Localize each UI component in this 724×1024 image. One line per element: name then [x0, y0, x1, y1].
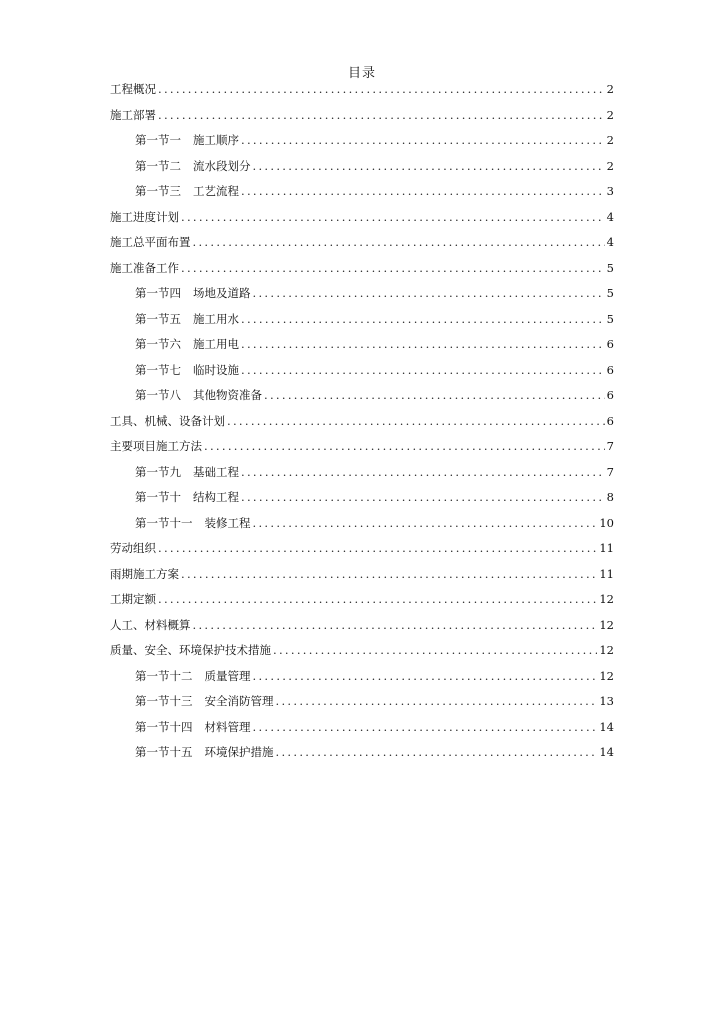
- toc-entry-title: 工程概况: [110, 82, 156, 96]
- toc-chapter-entry[interactable]: [110, 208, 614, 234]
- toc-entry-title: 工艺流程: [193, 184, 239, 198]
- toc-entry-leader-dots: [264, 386, 605, 404]
- toc-entry-title: 施工准备工作: [110, 260, 179, 275]
- toc-entry-leader-dots: [181, 208, 605, 226]
- toc-entry-page-number: 2: [606, 82, 614, 96]
- toc-entry-section-number: 第一节十五: [135, 745, 193, 759]
- toc-section-entry[interactable]: [110, 284, 614, 310]
- toc-chapter-entry[interactable]: [110, 641, 614, 667]
- toc-entry-section-number: 第一节十四: [135, 719, 193, 734]
- toc-entry-section-number: 第一节七: [135, 362, 181, 377]
- toc-entry-leader-dots: [193, 616, 598, 634]
- toc-entry-section-number: 第一节一: [135, 133, 181, 147]
- toc-entry-page-number: 12: [599, 643, 614, 657]
- toc-entry-page-number: 6: [606, 337, 614, 351]
- toc-chapter-entry[interactable]: [110, 80, 614, 106]
- toc-entry-leader-dots: [241, 335, 605, 353]
- toc-entry-page-number: 11: [599, 541, 614, 555]
- toc-entry-page-number: 12: [599, 617, 614, 632]
- toc-section-entry[interactable]: [110, 335, 614, 361]
- toc-entry-leader-dots: [241, 131, 605, 149]
- toc-entry-section-number: 第一节八: [135, 388, 181, 402]
- toc-section-entry[interactable]: [110, 514, 614, 540]
- toc-entry-leader-dots: [241, 310, 605, 328]
- toc-entry-page-number: 4: [606, 235, 614, 249]
- toc-section-entry[interactable]: [110, 463, 614, 489]
- toc-entry-leader-dots: [253, 667, 598, 685]
- toc-chapter-entry[interactable]: [110, 539, 614, 565]
- toc-chapter-entry[interactable]: [110, 590, 614, 616]
- toc-entry-page-number: 13: [599, 694, 614, 708]
- toc-entry-leader-dots: [276, 692, 598, 710]
- toc-list: [110, 80, 614, 769]
- toc-entry-title: 劳动组织: [110, 541, 156, 555]
- toc-entry-page-number: 12: [599, 592, 614, 606]
- toc-entry-section-number: 第一节二: [135, 158, 181, 173]
- toc-entry-leader-dots: [181, 565, 597, 583]
- toc-section-entry[interactable]: [110, 157, 614, 183]
- toc-entry-section-number: 第一节六: [135, 337, 181, 351]
- toc-entry-title: 装修工程: [204, 515, 251, 530]
- toc-entry-title: 临时设施: [193, 362, 239, 377]
- toc-entry-section-number: 第一节三: [135, 184, 181, 198]
- toc-entry-leader-dots: [253, 718, 598, 736]
- toc-entry-page-number: 6: [606, 362, 614, 377]
- toc-entry-title: 施工顺序: [193, 133, 239, 147]
- toc-entry-leader-dots: [158, 539, 597, 557]
- toc-entry-leader-dots: [181, 259, 605, 277]
- toc-entry-page-number: 6: [606, 413, 614, 428]
- toc-section-entry[interactable]: [110, 131, 614, 157]
- toc-entry-title: 施工总平面布置: [110, 235, 191, 249]
- toc-section-entry[interactable]: [110, 743, 614, 769]
- toc-section-entry[interactable]: [110, 386, 614, 412]
- toc-entry-page-number: 2: [606, 133, 614, 147]
- toc-entry-leader-dots: [273, 641, 597, 659]
- toc-entry-section-number: 第一节十: [135, 490, 181, 504]
- toc-entry-page-number: 10: [599, 515, 614, 530]
- toc-entry-page-number: 12: [599, 668, 614, 683]
- toc-entry-leader-dots: [241, 488, 605, 506]
- toc-entry-title: 施工用水: [193, 311, 239, 326]
- toc-entry-page-number: 8: [606, 490, 614, 504]
- toc-entry-section-number: 第一节十一: [135, 515, 193, 530]
- toc-entry-page-number: 14: [599, 719, 614, 734]
- toc-chapter-entry[interactable]: [110, 565, 614, 591]
- toc-entry-page-number: 11: [599, 566, 614, 581]
- toc-entry-leader-dots: [276, 743, 598, 761]
- toc-section-entry[interactable]: [110, 667, 614, 693]
- toc-entry-section-number: 第一节五: [135, 311, 181, 326]
- toc-section-entry[interactable]: [110, 718, 614, 744]
- toc-entry-section-number: 第一节四: [135, 286, 181, 300]
- toc-entry-title: 雨期施工方案: [110, 566, 179, 581]
- toc-section-entry[interactable]: [110, 488, 614, 514]
- toc-entry-title: 材料管理: [204, 719, 251, 734]
- toc-entry-leader-dots: [158, 590, 597, 608]
- toc-entry-page-number: 5: [606, 311, 614, 326]
- toc-entry-leader-dots: [241, 361, 605, 379]
- toc-chapter-entry[interactable]: [110, 616, 614, 642]
- toc-entry-title: 环境保护措施: [204, 745, 274, 759]
- toc-chapter-entry[interactable]: [110, 106, 614, 132]
- toc-entry-title: 质量、安全、环境保护技术措施: [110, 643, 271, 657]
- toc-entry-page-number: 5: [606, 260, 614, 275]
- toc-entry-title: 人工、材料概算: [110, 617, 191, 632]
- toc-entry-title: 场地及道路: [193, 286, 251, 300]
- toc-entry-section-number: 第一节九: [135, 464, 181, 479]
- toc-chapter-entry[interactable]: [110, 259, 614, 285]
- toc-section-entry[interactable]: [110, 361, 614, 387]
- toc-entry-title: 施工部署: [110, 107, 156, 122]
- toc-entry-page-number: 5: [606, 286, 614, 300]
- toc-section-entry[interactable]: [110, 182, 614, 208]
- toc-entry-leader-dots: [158, 106, 605, 124]
- toc-entry-title: 主要项目施工方法: [110, 439, 202, 453]
- toc-chapter-entry[interactable]: [110, 437, 614, 463]
- toc-entry-page-number: 4: [606, 209, 614, 224]
- toc-entry-title: 流水段划分: [193, 158, 251, 173]
- toc-entry-page-number: 7: [606, 439, 614, 453]
- toc-entry-title: 工具、机械、设备计划: [110, 413, 225, 428]
- toc-entry-leader-dots: [241, 463, 605, 481]
- toc-entry-leader-dots: [193, 233, 605, 251]
- toc-entry-page-number: 2: [606, 158, 614, 173]
- toc-entry-section-number: 第一节十三: [135, 694, 193, 708]
- toc-entry-title: 质量管理: [204, 668, 251, 683]
- toc-entry-section-number: 第一节十二: [135, 668, 193, 683]
- toc-entry-leader-dots: [158, 80, 605, 98]
- toc-entry-leader-dots: [241, 182, 605, 200]
- toc-entry-page-number: 2: [606, 107, 614, 122]
- toc-entry-page-number: 3: [606, 184, 614, 198]
- toc-title: 目录: [347, 66, 376, 81]
- toc-entry-title: 其他物资准备: [193, 388, 262, 402]
- toc-entry-page-number: 7: [606, 464, 614, 479]
- toc-entry-leader-dots: [253, 284, 605, 302]
- toc-entry-page-number: 14: [599, 745, 614, 759]
- toc-chapter-entry[interactable]: [110, 412, 614, 438]
- toc-entry-leader-dots: [204, 437, 605, 455]
- toc-chapter-entry[interactable]: [110, 233, 614, 259]
- toc-entry-title: 结构工程: [193, 490, 239, 504]
- toc-section-entry[interactable]: [110, 692, 614, 718]
- toc-section-entry[interactable]: [110, 310, 614, 336]
- toc-entry-title: 施工进度计划: [110, 209, 179, 224]
- toc-entry-leader-dots: [253, 514, 598, 532]
- toc-entry-page-number: 6: [606, 388, 614, 402]
- toc-entry-title: 工期定额: [110, 592, 156, 606]
- toc-entry-title: 基础工程: [193, 464, 239, 479]
- toc-entry-leader-dots: [227, 412, 605, 430]
- toc-entry-title: 施工用电: [193, 337, 239, 351]
- toc-entry-leader-dots: [253, 157, 605, 175]
- toc-entry-title: 安全消防管理: [204, 694, 274, 708]
